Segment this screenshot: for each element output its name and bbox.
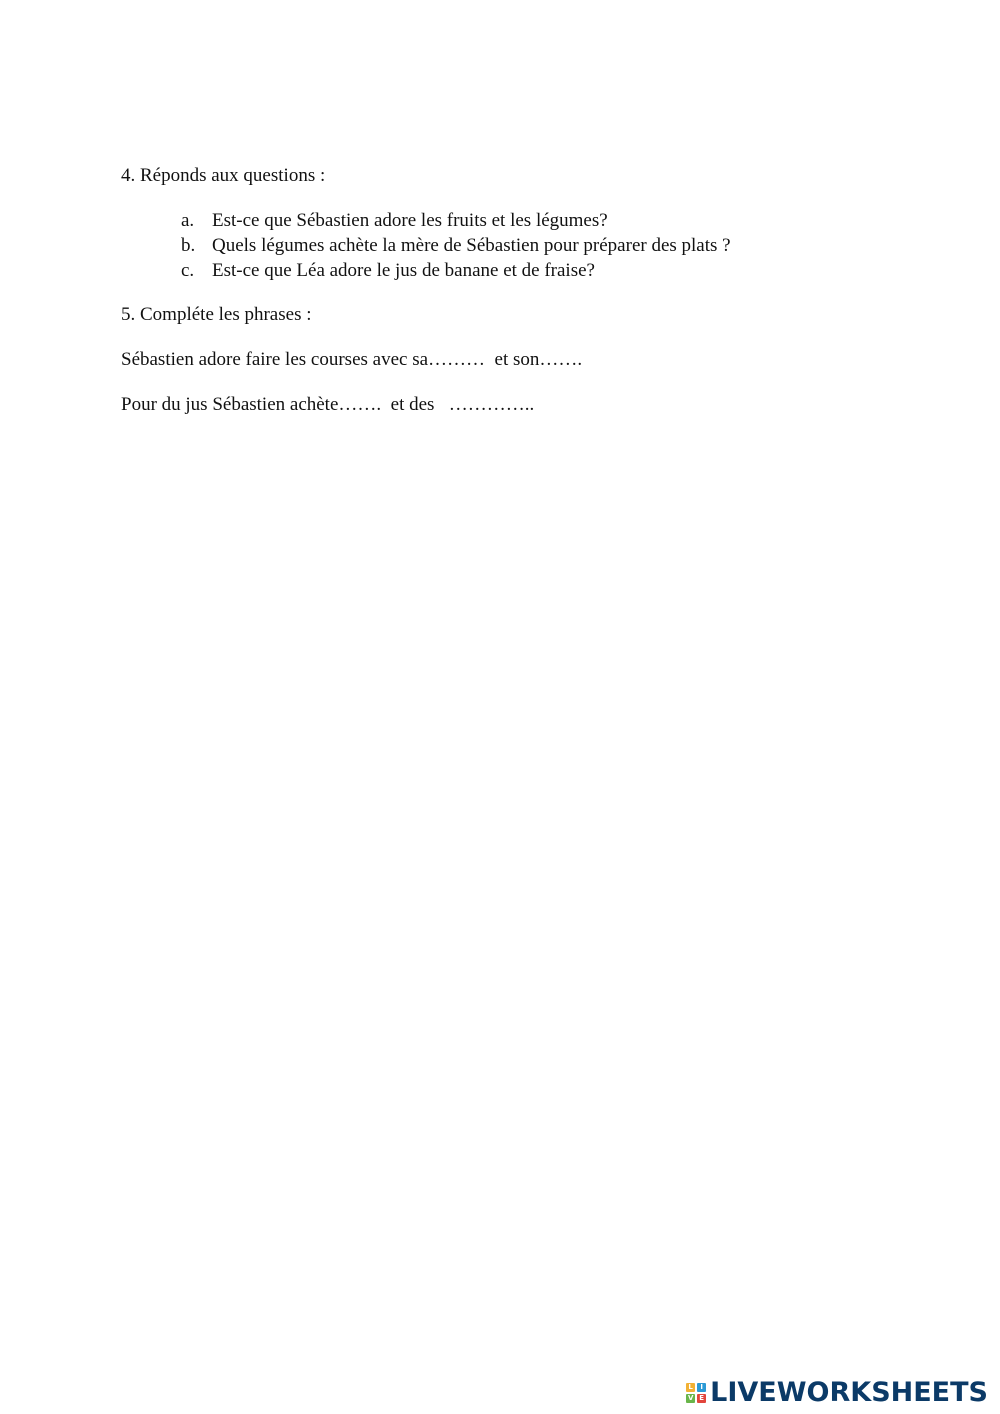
question-text: Quels légumes achète la mère de Sébastien pour préparer des plats ? (212, 235, 731, 256)
question-marker: a. (181, 210, 195, 231)
question-item-c (181, 258, 731, 283)
question-text: Est-ce que Sébastien adore les fruits et les légumes? (212, 210, 608, 231)
sentence-text: et son (485, 349, 540, 370)
question-marker: c. (181, 260, 195, 281)
question-item-a (181, 208, 731, 233)
logo-text: LIVEWORKSHEETS (710, 1377, 988, 1408)
question-marker: b. (181, 235, 196, 256)
logo-tile: L (686, 1383, 695, 1392)
question-list (181, 208, 731, 283)
answer-blank-4[interactable]: ………….. (448, 394, 535, 415)
sentence-text: et des (381, 394, 449, 415)
logo-tile: E (697, 1394, 706, 1403)
sentence-text: Sébastien adore faire les courses avec sa (121, 349, 429, 370)
section-5-heading: 5. Compléte les phrases : (121, 304, 312, 325)
logo-tile: V (687, 1394, 694, 1402)
logo-mark-icon (686, 1383, 706, 1403)
sentence-text: Pour du jus Sébastien achète (121, 394, 339, 415)
answer-blank-3[interactable]: ……. (338, 394, 382, 415)
fill-in-sentence-1 (121, 348, 582, 372)
logo-tile: I (697, 1383, 706, 1392)
fill-in-sentence-2 (121, 393, 534, 417)
question-item-b (181, 233, 731, 258)
answer-blank-2[interactable]: ……. (539, 349, 583, 370)
section-4-heading: 4. Réponds aux questions : (121, 165, 326, 186)
answer-blank-1[interactable]: ……… (428, 349, 486, 370)
question-text: Est-ce que Léa adore le jus de banane et de fraise? (212, 260, 595, 281)
liveworksheets-logo (686, 1376, 988, 1410)
